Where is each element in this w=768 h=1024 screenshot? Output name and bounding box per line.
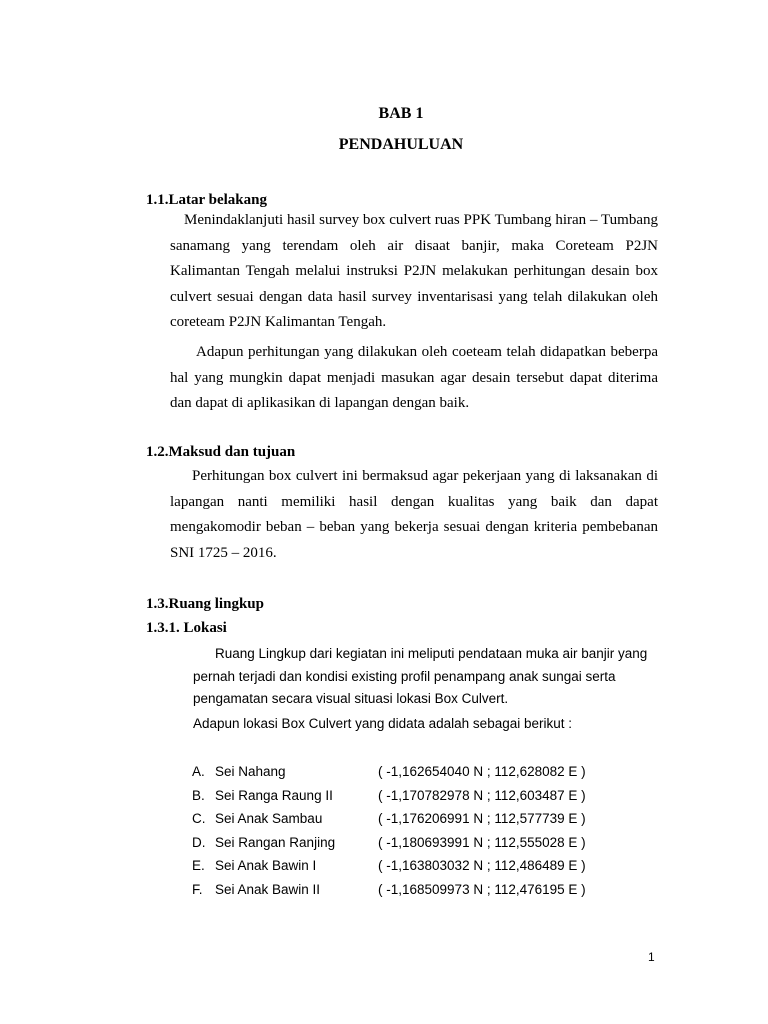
chapter-subtitle: PENDAHULUAN <box>338 136 464 153</box>
location-name: Sei Anak Bawin II <box>215 881 321 897</box>
paragraph-latar-belakang-2 <box>170 340 658 417</box>
subsection-heading-lokasi: 1.3.1. Lokasi <box>146 620 227 636</box>
paragraph-text: Menindaklanjuti hasil survey box culvert ruas PPK Tumbang hiran – Tumbang sanamang yang terendam oleh air disaat banjir, maka Coreteam P2JN Kalimantan Tengah melalui instruksi P2JN melakukan perhitungan desain box culvert sesuai dengan data hasil survey inventarisasi yang telah dilakukan oleh coreteam P2JN Kalimantan Tengah. <box>170 212 658 330</box>
list-marker: C. <box>192 811 206 827</box>
paragraph-text: Adapun perhitungan yang dilakukan oleh coeteam telah didapatkan beberpa hal yang mungkin dapat menjadi masukan agar desain tersebut dapat diterima dan dapat di aplikasikan di lapangan dengan baik. <box>170 344 658 411</box>
location-coordinates: ( -1,163803032 N ; 112,486489 E ) <box>378 858 586 874</box>
paragraph-lokasi-intro: Adapun lokasi Box Culvert yang didata adalah sebagai berikut : <box>193 716 572 731</box>
location-coordinates: ( -1,168509973 N ; 112,476195 E ) <box>378 881 586 897</box>
location-coordinates: ( -1,170782978 N ; 112,603487 E ) <box>378 787 586 803</box>
location-name: Sei Anak Bawin I <box>215 858 317 874</box>
location-name: Sei Nahang <box>215 764 286 779</box>
paragraph-text: Ruang Lingkup dari kegiatan ini meliputi pendataan muka air banjir yang pernah terjadi dan kondisi existing profil penampang anak sungai serta pengamatan secara visual situasi lokasi Box Culvert. <box>193 646 648 706</box>
section-heading-maksud-tujuan: 1.2.Maksud dan tujuan <box>146 444 296 460</box>
section-heading-ruang-lingkup: 1.3.Ruang lingkup <box>146 596 264 612</box>
chapter-title: BAB 1 <box>378 105 424 122</box>
section-heading-latar-belakang: 1.1.Latar belakang <box>146 192 267 208</box>
list-marker: E. <box>192 858 205 874</box>
list-marker: B. <box>192 787 205 803</box>
paragraph-maksud-tujuan <box>170 464 658 566</box>
location-coordinates: ( -1,162654040 N ; 112,628082 E ) <box>378 764 586 779</box>
location-name: Sei Rangan Ranjing <box>215 834 336 850</box>
location-name: Sei Anak Sambau <box>215 811 323 827</box>
location-coordinates: ( -1,180693991 N ; 112,555028 E ) <box>378 834 586 850</box>
paragraph-ruang-lingkup <box>193 643 658 711</box>
location-name: Sei Ranga Raung II <box>215 787 333 803</box>
list-marker: A. <box>192 764 205 779</box>
list-marker: D. <box>192 834 206 850</box>
paragraph-latar-belakang-1 <box>170 208 658 336</box>
page-number: 1 <box>648 950 655 964</box>
paragraph-text: Perhitungan box culvert ini bermaksud agar pekerjaan yang di laksanakan di lapangan nanti memiliki hasil dengan kualitas yang baik dan dapat mengakomodir beban – beban yang bekerja sesuai dengan kriteria pembebanan SNI 1725 – 2016. <box>170 468 658 561</box>
location-coordinates: ( -1,176206991 N ; 112,577739 E ) <box>378 811 586 827</box>
list-marker: F. <box>192 881 203 897</box>
